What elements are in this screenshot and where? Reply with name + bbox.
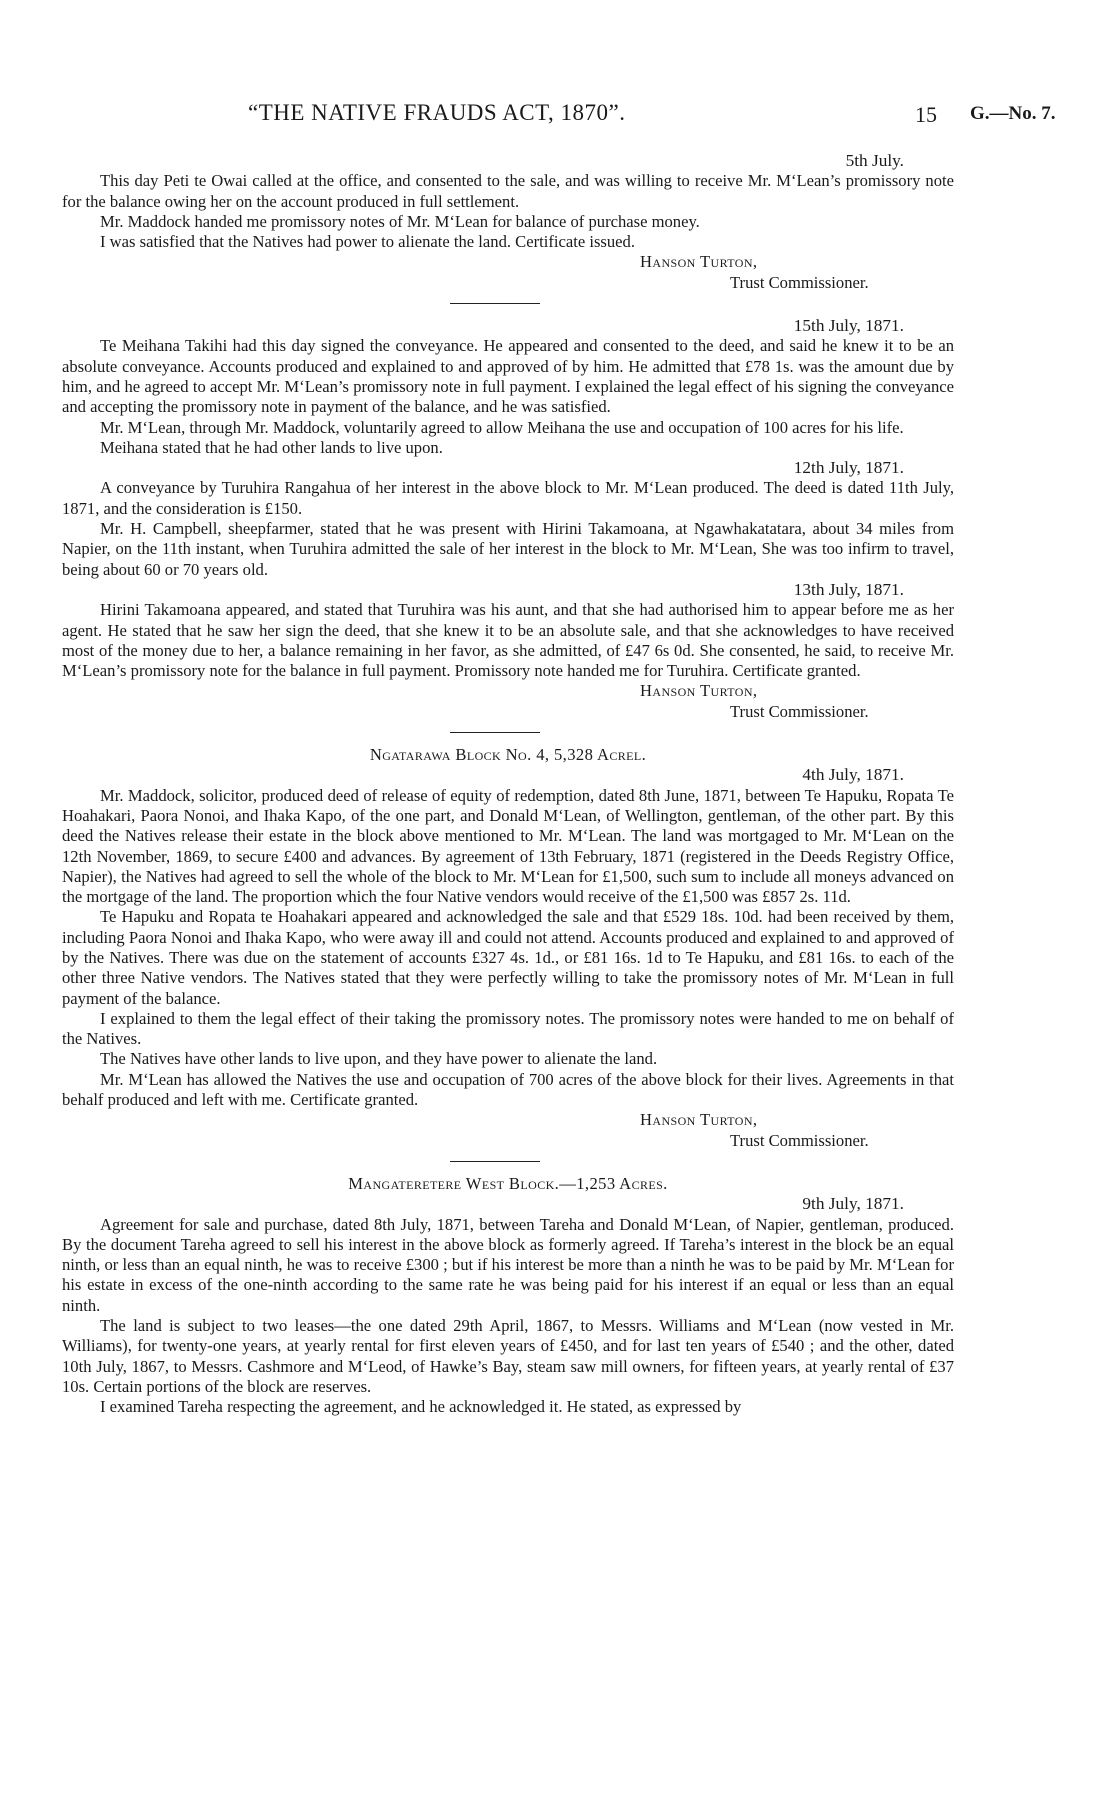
paragraph: The land is subject to two leases—the one dated 29th April, 1867, to Messrs. Williams and M‘Lean (now vested in Mr. Williams), for twenty-one years, at yearly rental for first eleven years of £450, and for last ten years of £540 ; and the other, dated 10th July, 1867, to Messrs. Cashmore and M‘Leod, of Hawke’s Bay, steam saw mill owners, for fifteen years, at yearly rental of £37 10s. Certain portions of the block are reserves. [62,1316,954,1396]
paragraph: Mr. M‘Lean, through Mr. Maddock, voluntarily agreed to allow Meihana the use and occupation of 100 acres for his life. [100,417,904,437]
paragraph: I was satisfied that the Natives had power to alienate the land. Certificate issued. [100,232,635,252]
section-heading: Mangateretere West Block.—1,253 Acres. [348,1173,668,1193]
signatory-role: Trust Commissioner. [730,1130,869,1150]
page-header [0,100,1114,130]
signatory-role: Trust Commissioner. [730,272,869,292]
page-number: 15 [915,102,937,127]
paragraph: Mr. M‘Lean has allowed the Natives the use and occupation of 700 acres of the above block for their lives. Agreements in that behalf produced and left with me. Certificate granted. [62,1069,954,1110]
document-reference: G.—No. 7. [970,103,1056,124]
paragraph: Mr. H. Campbell, sheepfarmer, stated that he was present with Hirini Takamoana, at Ngawhakatatara, about 34 miles from Napier, on the 11th instant, when Turuhira admitted the sale of her interest in the block to Mr. M‘Lean, She was too infirm to travel, being about 60 or 70 years old. [62,519,954,579]
paragraph: Agreement for sale and purchase, dated 8th July, 1871, between Tareha and Donald M‘Lean, of Napier, gentleman, produced. By the document Tareha agreed to sell his interest in the above block as formerly agreed. If Tareha’s interest in the block be an equal ninth, or less than an equal ninth, he was to receive £300 ; but if his interest be more than a ninth he was to be paid by Mr. M‘Lean for his estate in excess of the one-ninth according to the same rate he was being paid for his interest if an equal or less than an equal ninth. [62,1214,954,1315]
paragraph: I explained to them the legal effect of their taking the promissory notes. The promissory notes were handed to me on behalf of the Natives. [62,1008,954,1049]
paragraph: This day Peti te Owai called at the office, and consented to the sale, and was willing to receive Mr. M‘Lean’s promissory note for the balance owing her on the account produced in full settlement. [62,171,954,211]
paragraph: Mr. Maddock handed me promissory notes of Mr. M‘Lean for balance of purchase money. [100,211,700,231]
signature-block [62,1110,954,1151]
running-title: “THE NATIVE FRAUDS ACT, 1870”. [248,100,626,125]
paragraph: Te Meihana Takihi had this day signed the conveyance. He appeared and consented to the deed, and said he knew it to be an absolute conveyance. Accounts produced and explained to and approved of by him. He admitted that £78 1s. was the amount due by him, and he agreed to accept Mr. M‘Lean’s promissory note in full payment. I explained the legal effect of his signing the conveyance and accepting the promissory note in payment of the balance, and he was satisfied. [62,336,954,417]
page-body [62,151,954,1418]
signatory-name: Hanson Turton, [640,252,758,272]
signatory-role: Trust Commissioner. [730,701,869,721]
entry-date: 5th July. [845,151,904,170]
entry-date: 4th July, 1871. [802,765,904,785]
paragraph: Meihana stated that he had other lands to live upon. [100,437,443,457]
paragraph: Te Hapuku and Ropata te Hoahakari appeared and acknowledged the sale and that £529 18s. 10d. had been received by them, including Paora Nonoi and Ihaka Kapo, who were away ill and could not attend. Accounts produced and explained to and approved of by the Natives. There was due on the statement of accounts £327 4s. 1d., or £81 16s. 1d to Te Hapuku, and £81 16s. to each of the other three Native vendors. The Natives stated that they were perfectly willing to take the promissory notes of Mr. M‘Lean in full payment of the balance. [62,907,954,1008]
paragraph: I examined Tareha respecting the agreement, and he acknowledged it. He stated, as expressed by [100,1397,742,1417]
entry-date: 9th July, 1871. [802,1194,904,1214]
section-divider [450,1161,540,1162]
entry-date: 15th July, 1871. [793,316,904,336]
section-divider [450,732,540,733]
paragraph: Mr. Maddock, solicitor, produced deed of release of equity of redemption, dated 8th June, 1871, between Te Hapuku, Ropata Te Hoahakari, Paora Nonoi, and Ihaka Kapo, of the one part, and Donald M‘Lean, of Wellington, gentleman, of the other part. By this deed the Natives release their estate in the block above mentioned to Mr. M‘Lean. The land was mortgaged to Mr. M‘Lean on the 12th November, 1869, to secure £400 and advances. By agreement of 13th February, 1871 (registered in the Deeds Registry Office, Napier), the Natives had agreed to sell the whole of the block to Mr. M‘Lean for £1,500, such sum to include all moneys advanced on the mortgage of the land. The proportion which the four Native vendors would receive of the £1,500 was £857 2s. 11d. [62,785,954,907]
signature-block [62,681,954,722]
signatory-name: Hanson Turton, [640,1110,758,1130]
section-divider [450,303,540,304]
paragraph: Hirini Takamoana appeared, and stated that Turuhira was his aunt, and that she had authorised him to appear before me as her agent. He stated that he saw her sign the deed, that she knew it to be an absolute sale, and that she acknowledges to have received most of the money due to her, a balance remaining in her favor, as she admitted, of £47 6s 0d. She consented, he said, to receive Mr. M‘Lean’s promissory note for the balance in full payment. Promissory note handed me for Turuhira. Certificate granted. [62,600,954,681]
paragraph: The Natives have other lands to live upon, and they have power to alienate the land. [100,1049,658,1069]
signatory-name: Hanson Turton, [640,681,758,701]
entry-date: 13th July, 1871. [793,579,904,599]
signature-block [62,252,954,293]
section-heading: Ngatarawa Block No. 4, 5,328 Acrel. [369,745,647,765]
entry-date: 12th July, 1871. [793,458,904,478]
paragraph: A conveyance by Turuhira Rangahua of her interest in the above block to Mr. M‘Lean produced. The deed is dated 11th July, 1871, and the consideration is £150. [62,478,954,518]
